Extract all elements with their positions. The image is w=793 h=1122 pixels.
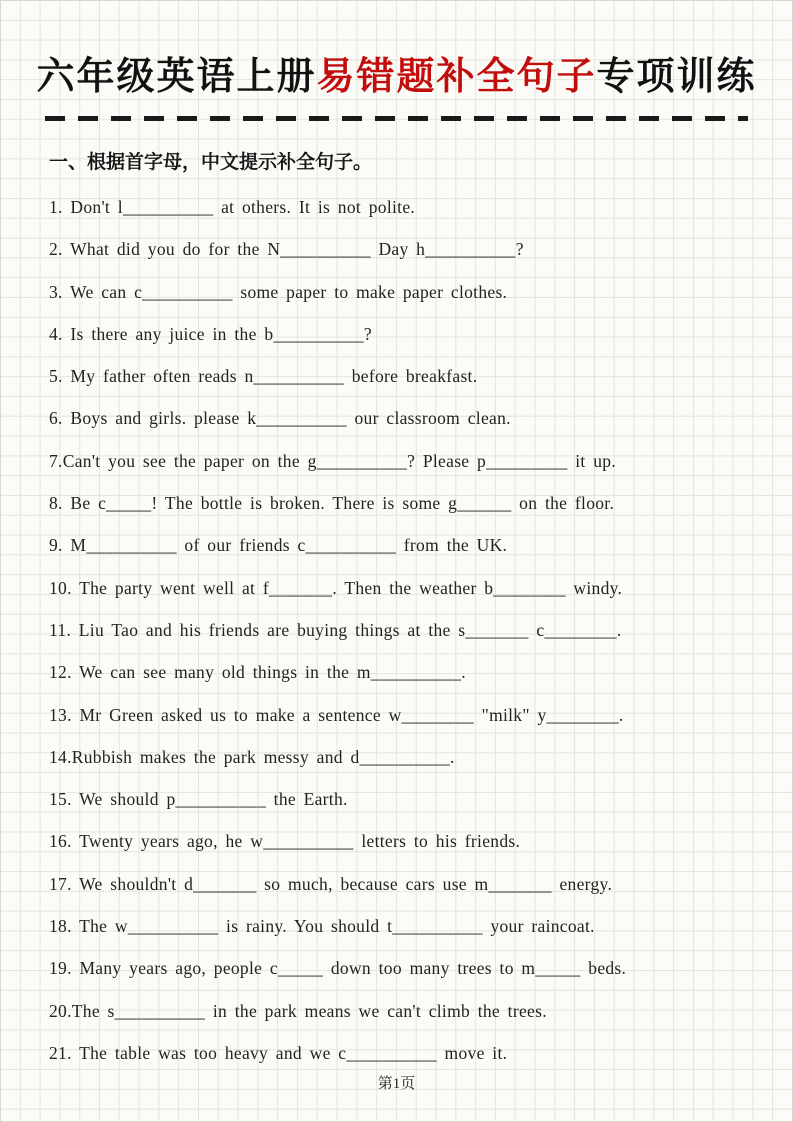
title-segment-black-left: 六年级英语上册 xyxy=(36,56,317,98)
title-segment-black-right: 专项训练 xyxy=(596,56,757,98)
question-line: 9. M__________ of our friends c__________ from the UK. xyxy=(49,535,508,556)
question-line: 14.Rubbish makes the park messy and d__________. xyxy=(49,746,455,767)
section-heading: 一、根据首字母，中文提示补全句子。 xyxy=(49,152,373,173)
question-line: 17. We shouldn't d_______ so much, because cars use m_______ energy. xyxy=(49,873,613,894)
question-line: 7.Can't you see the paper on the g__________? Please p_________ it up. xyxy=(49,450,616,471)
question-list xyxy=(49,186,748,1074)
question-line: 19. Many years ago, people c_____ down too many trees to m_____ beds. xyxy=(49,958,627,979)
question-line: 2. What did you do for the N__________ Day h__________? xyxy=(49,239,524,260)
question-line: 4. Is there any juice in the b__________? xyxy=(49,323,372,344)
question-line: 10. The party went well at f_______. Then the weather b________ windy. xyxy=(49,577,623,598)
page-title xyxy=(1,45,792,100)
question-line: 18. The w__________ is rainy. You should t__________ your raincoat. xyxy=(49,916,595,937)
question-line: 5. My father often reads n__________ before breakfast. xyxy=(49,366,478,387)
question-line: 1. Don't l__________ at others. It is not polite. xyxy=(49,197,416,217)
page-number: 第1页 xyxy=(377,1076,416,1092)
question-line: 11. Liu Tao and his friends are buying things at the s_______ c________. xyxy=(49,619,622,640)
question-line: 12. We can see many old things in the m__________. xyxy=(49,662,466,683)
question-line: 20.The s__________ in the park means we can't climb the trees. xyxy=(49,1000,547,1021)
worksheet-page xyxy=(1,1,792,1121)
title-divider xyxy=(45,116,748,121)
question-line: 15. We should p__________ the Earth. xyxy=(49,789,348,810)
question-line: 16. Twenty years ago, he w__________ letters to his friends. xyxy=(49,831,521,852)
question-line: 6. Boys and girls. please k__________ our classroom clean. xyxy=(49,408,511,429)
title-segment-red: 易错题补全句子 xyxy=(316,56,597,98)
question-line: 3. We can c__________ some paper to make paper clothes. xyxy=(49,281,508,302)
question-line: 21. The table was too heavy and we c__________ move it. xyxy=(49,1042,508,1063)
question-line: 8. Be c_____! The bottle is broken. There is some g______ on the floor. xyxy=(49,493,615,514)
question-line: 13. Mr Green asked us to make a sentence w________ "milk" y________. xyxy=(49,704,624,725)
